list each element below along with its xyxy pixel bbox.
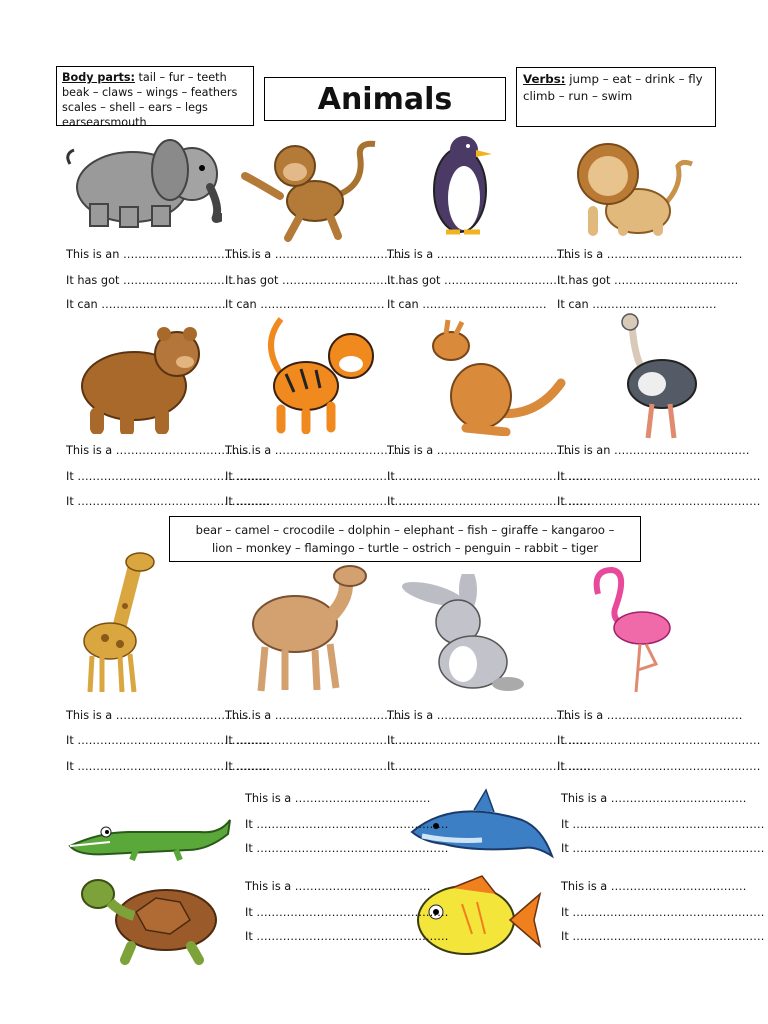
crocodile-illustration [66, 806, 232, 862]
sentence-line: It has got …………………………… [557, 274, 739, 287]
sentence-line: It …………………………………………… [561, 842, 765, 855]
body-parts-line: scales – shell – ears – legs [62, 101, 208, 114]
rabbit-illustration [398, 574, 528, 698]
sentence-line: It …………………………………………… [245, 818, 449, 831]
bear-illustration [72, 324, 202, 434]
kangaroo-illustration [426, 318, 566, 436]
body-parts-label: Body parts: [62, 71, 135, 84]
sentence-line: This is a ……………………………… [225, 248, 411, 261]
sentence-line: It …………………………………………… [245, 842, 449, 855]
sentence-line: It can …………………………… [225, 298, 385, 311]
camel-illustration [240, 562, 370, 694]
sentence-line: This is a ……………………………… [225, 709, 411, 722]
sentence-line: It …………………………………………… [557, 760, 761, 773]
sentence-line: It …………………………………………… [557, 470, 761, 483]
page-title: Animals [317, 81, 453, 117]
sentence-line: It …………………………………………… [66, 760, 270, 773]
sentence-line: It …………………………………………… [387, 470, 591, 483]
sentence-line: This is a ……………………………… [387, 248, 573, 261]
verbs-line: climb – run – swim [523, 89, 633, 103]
penguin-illustration [428, 128, 494, 238]
sentence-line: This is a ……………………………… [245, 792, 431, 805]
sentence-line: This is a ……………………………… [557, 248, 743, 261]
sentence-line: It has got …………………………… [225, 274, 407, 287]
word-bank-box [169, 516, 641, 562]
sentence-line: It …………………………………………… [225, 495, 429, 508]
sentence-line: It …………………………………………… [245, 930, 449, 943]
giraffe-illustration [80, 546, 160, 696]
elephant-illustration [62, 132, 222, 232]
sentence-line: It …………………………………………… [561, 818, 765, 831]
sentence-line: It …………………………………………… [387, 734, 591, 747]
sentence-line: It …………………………………………… [557, 495, 761, 508]
sentence-line: It …………………………………………… [225, 470, 429, 483]
sentence-line: It can …………………………… [387, 298, 547, 311]
sentence-line: This is a ……………………………… [557, 709, 743, 722]
body-parts-box [56, 66, 254, 126]
sentence-line: This is a ……………………………… [245, 880, 431, 893]
ostrich-illustration [612, 312, 704, 442]
verbs-label: Verbs: [523, 72, 566, 86]
word-bank-line: lion – monkey – flamingo – turtle – ostrich – penguin – rabbit – tiger [211, 541, 599, 555]
sentence-line: This is a ……………………………… [66, 444, 252, 457]
flamingo-illustration [580, 566, 680, 696]
tiger-illustration [256, 314, 380, 434]
sentence-line: It …………………………………………… [387, 495, 591, 508]
sentence-line: It …………………………………………… [561, 906, 765, 919]
sentence-line: It has got …………………………… [387, 274, 569, 287]
sentence-line: This is a ……………………………… [66, 709, 252, 722]
sentence-line: It …………………………………………… [66, 734, 270, 747]
title-box [264, 77, 506, 121]
fish-illustration [412, 874, 544, 966]
sentence-line: This is an ……………………………… [66, 248, 259, 261]
sentence-line: It …………………………………………… [561, 930, 765, 943]
turtle-illustration [76, 872, 222, 968]
sentence-line: It …………………………………………… [225, 760, 429, 773]
verbs-line: jump – eat – drink – fly [569, 72, 703, 86]
sentence-line: It …………………………………………… [245, 906, 449, 919]
body-parts-line: tail – fur – teeth [138, 71, 227, 84]
sentence-line: This is a ……………………………… [561, 792, 747, 805]
sentence-line: This is an ……………………………… [557, 444, 750, 457]
sentence-line: It …………………………………………… [387, 760, 591, 773]
sentence-line: It …………………………………………… [557, 734, 761, 747]
sentence-line: It has got …………………………… [66, 274, 248, 287]
body-parts-line: beak – claws – wings – feathers [62, 86, 238, 99]
lion-illustration [568, 136, 698, 240]
sentence-line: It …………………………………………… [66, 495, 270, 508]
sentence-line: This is a ……………………………… [387, 709, 573, 722]
word-bank-line: bear – camel – crocodile – dolphin – elephant – fish – giraffe – kangaroo – [195, 523, 615, 537]
sentence-line: This is a ……………………………… [225, 444, 411, 457]
monkey-illustration [240, 136, 386, 242]
sentence-line: This is a ……………………………… [387, 444, 573, 457]
verbs-box [516, 67, 716, 127]
sentence-line: This is a ……………………………… [561, 880, 747, 893]
sentence-line: It can …………………………… [557, 298, 717, 311]
sentence-line: It …………………………………………… [66, 470, 270, 483]
body-parts-line: earsearsmouth [62, 116, 147, 126]
sentence-line: It …………………………………………… [225, 734, 429, 747]
sentence-line: It can …………………………… [66, 298, 226, 311]
